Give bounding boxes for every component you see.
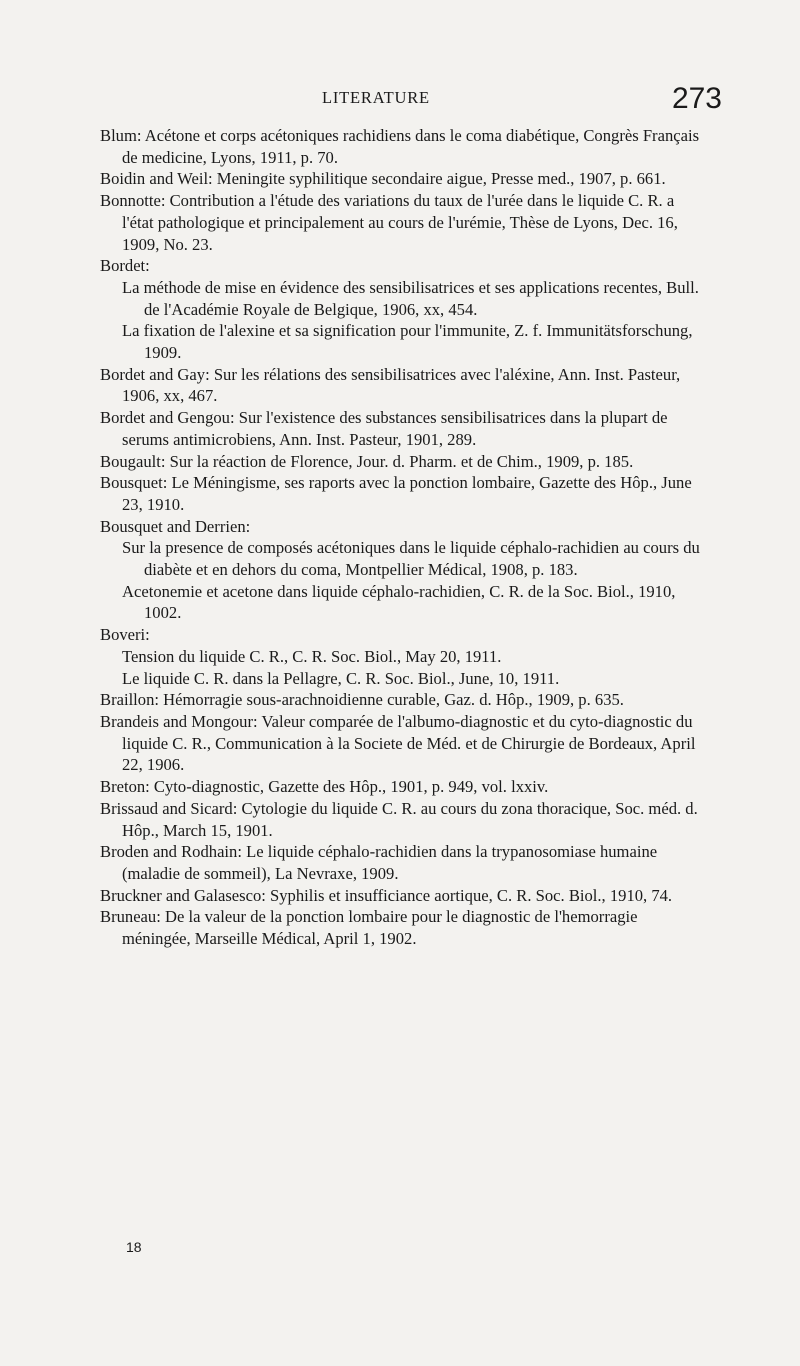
bibliography-author-heading: Boveri: — [100, 625, 150, 645]
bibliography-entry: Bougault: Sur la réaction de Florence, Jour. d. Pharm. et de Chim., 1909, p. 185. — [100, 451, 634, 471]
bibliography-list — [100, 125, 708, 950]
bibliography-entry: Bordet and Gengou: Sur l'existence des substances sensibilisatrices dans la plupart de serums antimicrobiens, Ann. Inst. Pasteur, 1901, 289. — [100, 408, 668, 449]
bibliography-entry: Bonnotte: Contribution a l'étude des variations du taux de l'urée dans le liquide C. R. a l'état pathologique et principalement au cours de l'urémie, Thèse de Lyons, Dec. 16, 1909, No. 23. — [100, 191, 678, 254]
bibliography-sub-entry: La fixation de l'alexine et sa signification pour l'immunite, Z. f. Immunitätsforschung, 1909. — [122, 321, 693, 363]
bibliography-sub-entry: Sur la presence de composés acétoniques dans le liquide céphalo-rachidien au cours du diabète et en dehors du coma, Montpellier Médical, 1908, p. 183. — [122, 538, 700, 580]
signature-mark: 18 — [126, 1239, 142, 1255]
bibliography-author-heading: Bousquet and Derrien: — [100, 516, 251, 536]
page-header — [122, 82, 722, 118]
bibliography-author-heading: Bordet: — [100, 256, 150, 276]
bibliography-sub-entry: Acetonemie et acetone dans liquide céphalo-rachidien, C. R. de la Soc. Biol., 1910, 1002. — [122, 581, 676, 623]
bibliography-entry: Bordet and Gay: Sur les rélations des sensibilisatrices avec l'aléxine, Ann. Inst. Pasteur, 1906, xx, 467. — [100, 364, 681, 406]
bibliography-sub-entry: Tension du liquide C. R., C. R. Soc. Biol., May 20, 1911. — [122, 646, 502, 666]
bibliography-entry: Bruckner and Galasesco: Syphilis et insufficiance aortique, C. R. Soc. Biol., 1910, 74. — [100, 885, 673, 905]
bibliography-entry: Bruneau: De la valeur de la ponction lombaire pour le diagnostic de l'hemorragie méningée, Marseille Médical, April 1, 1902. — [100, 907, 638, 949]
bibliography-sub-entry: La méthode de mise en évidence des sensibilisatrices et ses applications recentes, Bull. de l'Académie Royale de Belgique, 1906, xx, 454. — [122, 277, 699, 319]
bibliography-entry: Blum: Acétone et corps acétoniques rachidiens dans le coma diabétique, Congrès Français de medicine, Lyons, 1911, p. 70. — [100, 126, 700, 167]
bibliography-entry: Bousquet: Le Méningisme, ses raports avec la ponction lombaire, Gazette des Hôp., June 23, 1910. — [100, 473, 692, 514]
page-number: 273 — [671, 82, 722, 115]
running-head: LITERATURE — [322, 88, 430, 107]
bibliography-entry: Breton: Cyto-diagnostic, Gazette des Hôp., 1901, p. 949, vol. lxxiv. — [100, 777, 549, 797]
bibliography-entry: Brissaud and Sicard: Cytologie du liquide C. R. au cours du zona thoracique, Soc. méd. d. Hôp., March 15, 1901. — [100, 798, 698, 840]
bibliography-entry: Braillon: Hémorragie sous-arachnoidienne curable, Gaz. d. Hôp., 1909, p. 635. — [100, 690, 624, 710]
bibliography-entry: Boidin and Weil: Meningite syphilitique secondaire aigue, Presse med., 1907, p. 661. — [100, 169, 666, 189]
bibliography-sub-entry: Le liquide C. R. dans la Pellagre, C. R. Soc. Biol., June, 10, 1911. — [122, 668, 560, 688]
bibliography-entry: Broden and Rodhain: Le liquide céphalo-rachidien dans la trypanosomiase humaine (maladie de sommeil), La Nevraxe, 1909. — [100, 842, 658, 883]
bibliography-entry: Brandeis and Mongour: Valeur comparée de l'albumo-diagnostic et du cyto-diagnostic du liquide C. R., Communication à la Societe de Méd. et de Chirurgie de Bordeaux, April 22, 1906. — [100, 711, 696, 775]
